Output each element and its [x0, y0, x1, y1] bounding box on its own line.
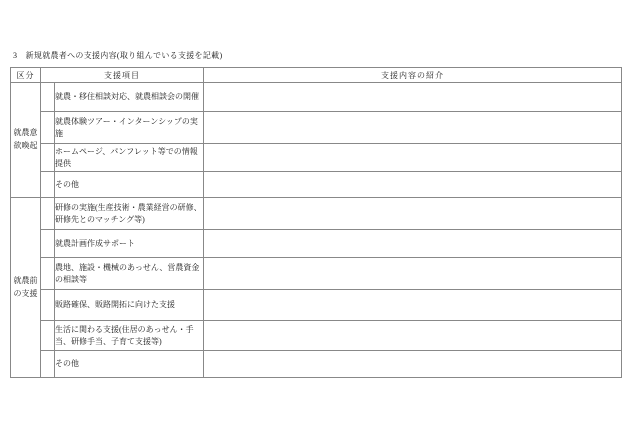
- support-table: [10, 67, 622, 378]
- header-intro: 支援内容の紹介: [204, 68, 622, 83]
- spacer-cell: [41, 321, 55, 351]
- intro-cell: [204, 258, 622, 290]
- item-cell: ホームページ、パンフレット等での情報提供: [55, 144, 204, 172]
- spacer-cell: [41, 112, 55, 144]
- intro-cell: [204, 230, 622, 258]
- intro-cell: [204, 83, 622, 112]
- spacer-cell: [41, 172, 55, 198]
- table-row: [11, 112, 622, 144]
- spacer-cell: [41, 258, 55, 290]
- item-cell: その他: [55, 172, 204, 198]
- header-item: 支援項目: [41, 68, 204, 83]
- intro-cell: [204, 112, 622, 144]
- intro-cell: [204, 144, 622, 172]
- spacer-cell: [41, 83, 55, 112]
- table-row: [11, 230, 622, 258]
- intro-cell: [204, 172, 622, 198]
- intro-cell: [204, 351, 622, 378]
- item-cell: 農地、施設・機械のあっせん、営農資金の相談等: [55, 258, 204, 290]
- item-cell: 就農・移住相談対応、就農相談会の開催: [55, 83, 204, 112]
- item-cell: 生活に関わる支援(住居のあっせん・手当、研修手当、子育て支援等): [55, 321, 204, 351]
- spacer-cell: [41, 230, 55, 258]
- header-category: 区分: [11, 68, 41, 83]
- page-title: 3 新規就農者への支援内容(取り組んでいる支援を記載): [13, 51, 223, 60]
- table-row: [11, 321, 622, 351]
- table-row: [11, 258, 622, 290]
- intro-cell: [204, 290, 622, 321]
- table-row: [11, 290, 622, 321]
- item-cell: 就農計画作成サポート: [55, 230, 204, 258]
- table-row: [11, 83, 622, 112]
- table-row: [11, 172, 622, 198]
- intro-cell: [204, 321, 622, 351]
- spacer-cell: [41, 144, 55, 172]
- spacer-cell: [41, 351, 55, 378]
- category-cell-motivation: 就農意欲喚起: [11, 83, 41, 198]
- spacer-cell: [41, 290, 55, 321]
- category-cell-pre-farming: 就農前の支援: [11, 198, 41, 378]
- table-row: [11, 144, 622, 172]
- table-header-row: [11, 68, 622, 83]
- item-cell: 研修の実施(生産技術・農業経営の研修、研修先とのマッチング等): [55, 198, 204, 230]
- item-cell: 就農体験ツアー・インターンシップの実施: [55, 112, 204, 144]
- table-row: [11, 198, 622, 230]
- item-cell: 販路確保、販路開拓に向けた支援: [55, 290, 204, 321]
- item-cell: その他: [55, 351, 204, 378]
- intro-cell: [204, 198, 622, 230]
- spacer-cell: [41, 198, 55, 230]
- table-row: [11, 351, 622, 378]
